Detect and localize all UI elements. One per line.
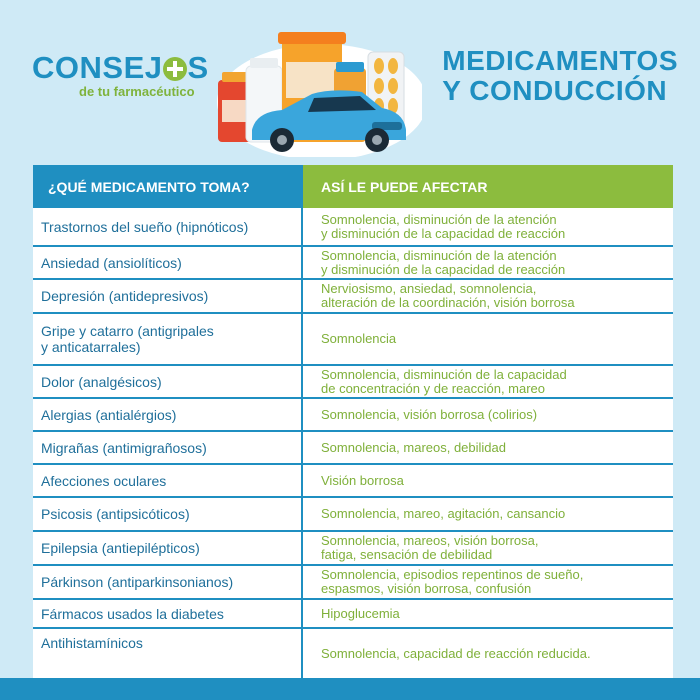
table-row — [33, 247, 673, 280]
table-row — [33, 208, 673, 247]
medication-cell: Alergias (antialérgios) — [33, 399, 303, 430]
effect-cell: Somnolencia, disminución de la atención y disminución de la capacidad de reacción — [321, 211, 566, 241]
medication-cell: Afecciones oculares — [33, 465, 303, 496]
table-row — [33, 600, 673, 629]
logo-subtitle: de tu farmacéutico — [79, 84, 195, 99]
plus-cross-icon — [163, 57, 187, 81]
page-title — [442, 46, 678, 106]
effect-cell: Somnolencia, disminución de la atención y disminución de la capacidad de reacción — [321, 247, 566, 277]
medication-cell: Fármacos usados la diabetes — [33, 600, 303, 627]
table-row — [33, 566, 673, 600]
effect-cell: Visión borrosa — [321, 472, 404, 488]
medication-cell: Gripe y catarro (antigripales y anticatarrales) — [33, 314, 303, 364]
table-row — [33, 498, 673, 532]
logo — [32, 52, 209, 99]
medication-cell: Depresión (antidepresivos) — [33, 280, 303, 312]
effect-cell: Somnolencia, mareo, agitación, cansancio — [321, 506, 566, 521]
table-row — [33, 629, 673, 678]
table-header — [33, 165, 673, 208]
footer-bar — [0, 678, 700, 700]
header-effect: ASÍ LE PUEDE AFECTAR — [303, 165, 673, 208]
table-row — [33, 432, 673, 465]
logo-title — [32, 52, 209, 83]
medication-cell: Ansiedad (ansiolíticos) — [33, 247, 303, 278]
medication-cell: Psicosis (antipsicóticos) — [33, 498, 303, 530]
table-row — [33, 366, 673, 399]
effect-cell: Somnolencia, visión borrosa (colirios) — [321, 406, 538, 422]
table-row — [33, 465, 673, 498]
medication-cell: Antihistamínicos — [33, 629, 303, 678]
title-line-2: Y CONDUCCIÓN — [442, 75, 668, 106]
title-line-1: MEDICAMENTOS — [442, 45, 678, 76]
medication-table — [33, 165, 673, 678]
effect-cell: Somnolencia — [321, 331, 397, 346]
medicine-car-illustration — [212, 22, 422, 157]
effect-cell: Hipoglucemia — [321, 605, 400, 621]
effect-cell: Somnolencia, mareos, visión borrosa, fatiga, sensación de debilidad — [321, 533, 539, 562]
effect-cell: Somnolencia, mareos, debilidad — [321, 439, 506, 455]
effect-cell: Nerviosismo, ansiedad, somnolencia, alteración de la coordinación, visión borrosa — [321, 281, 575, 310]
logo-text: CONSEJ — [32, 50, 163, 85]
medication-cell: Párkinson (antiparkinsonianos) — [33, 566, 303, 598]
medication-cell: Epilepsia (antiepilépticos) — [33, 532, 303, 564]
medication-cell: Trastornos del sueño (hipnóticos) — [33, 208, 303, 245]
effect-cell: Somnolencia, episodios repentinos de sueño, espasmos, visión borrosa, confusión — [321, 567, 584, 596]
effect-cell: Somnolencia, capacidad de reacción reducida. — [321, 645, 591, 661]
table-row — [33, 280, 673, 314]
table-row — [33, 314, 673, 366]
logo-text-end: S — [187, 50, 209, 85]
header-medication: ¿QUÉ MEDICAMENTO TOMA? — [33, 165, 303, 208]
table-row — [33, 532, 673, 566]
medication-cell: Dolor (analgésicos) — [33, 366, 303, 397]
medication-cell: Migrañas (antimigrañosos) — [33, 432, 303, 463]
effect-cell: Somnolencia, disminución de la capacidad de concentración y de reacción, mareo — [321, 366, 567, 396]
table-row — [33, 399, 673, 432]
